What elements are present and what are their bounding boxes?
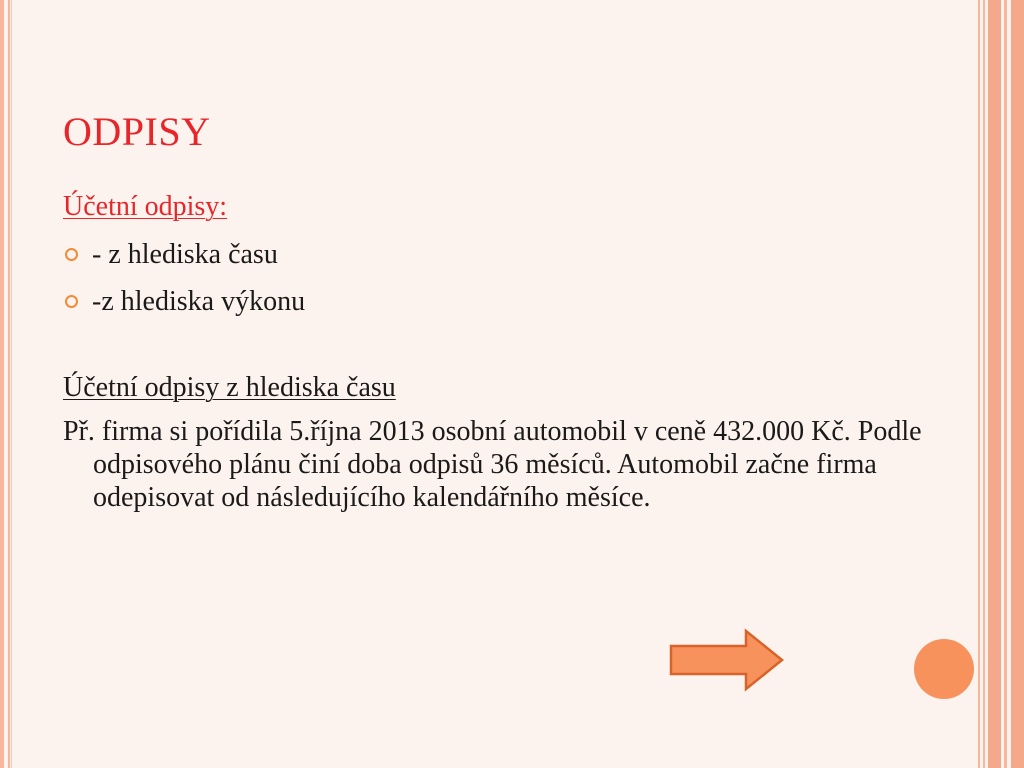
hollow-circle-bullet-icon (65, 248, 78, 261)
subheading: Účetní odpisy: (63, 191, 228, 222)
bullet-text: - z hlediska času (92, 238, 278, 270)
right-border-stripe (1004, 0, 1007, 768)
slide-title: ODPISY (63, 109, 211, 154)
right-border-stripe (988, 0, 1001, 768)
left-border-stripe (11, 0, 12, 768)
right-border-stripe (1011, 0, 1024, 768)
right-border-stripe (978, 0, 980, 768)
right-arrow-icon[interactable] (668, 628, 788, 697)
section-heading: Účetní odpisy z hlediska času (63, 371, 396, 403)
circle-icon (914, 639, 974, 699)
bullet-item (63, 238, 943, 272)
bullet-item (63, 285, 943, 319)
hollow-circle-bullet-icon (65, 295, 78, 308)
left-border-stripe (0, 0, 4, 768)
left-border-stripe (8, 0, 10, 768)
example-paragraph: Př. firma si pořídila 5.října 2013 osobní automobil v ceně 432.000 Kč. Podle odpisového plánu činí doba odpisů 36 měsíců. Automobil začne firma odepisovat od následujícího kalendářního měsíce. (63, 416, 922, 513)
right-border-stripe (983, 0, 985, 768)
bullet-text: -z hlediska výkonu (92, 286, 306, 318)
slide-body (63, 190, 943, 515)
